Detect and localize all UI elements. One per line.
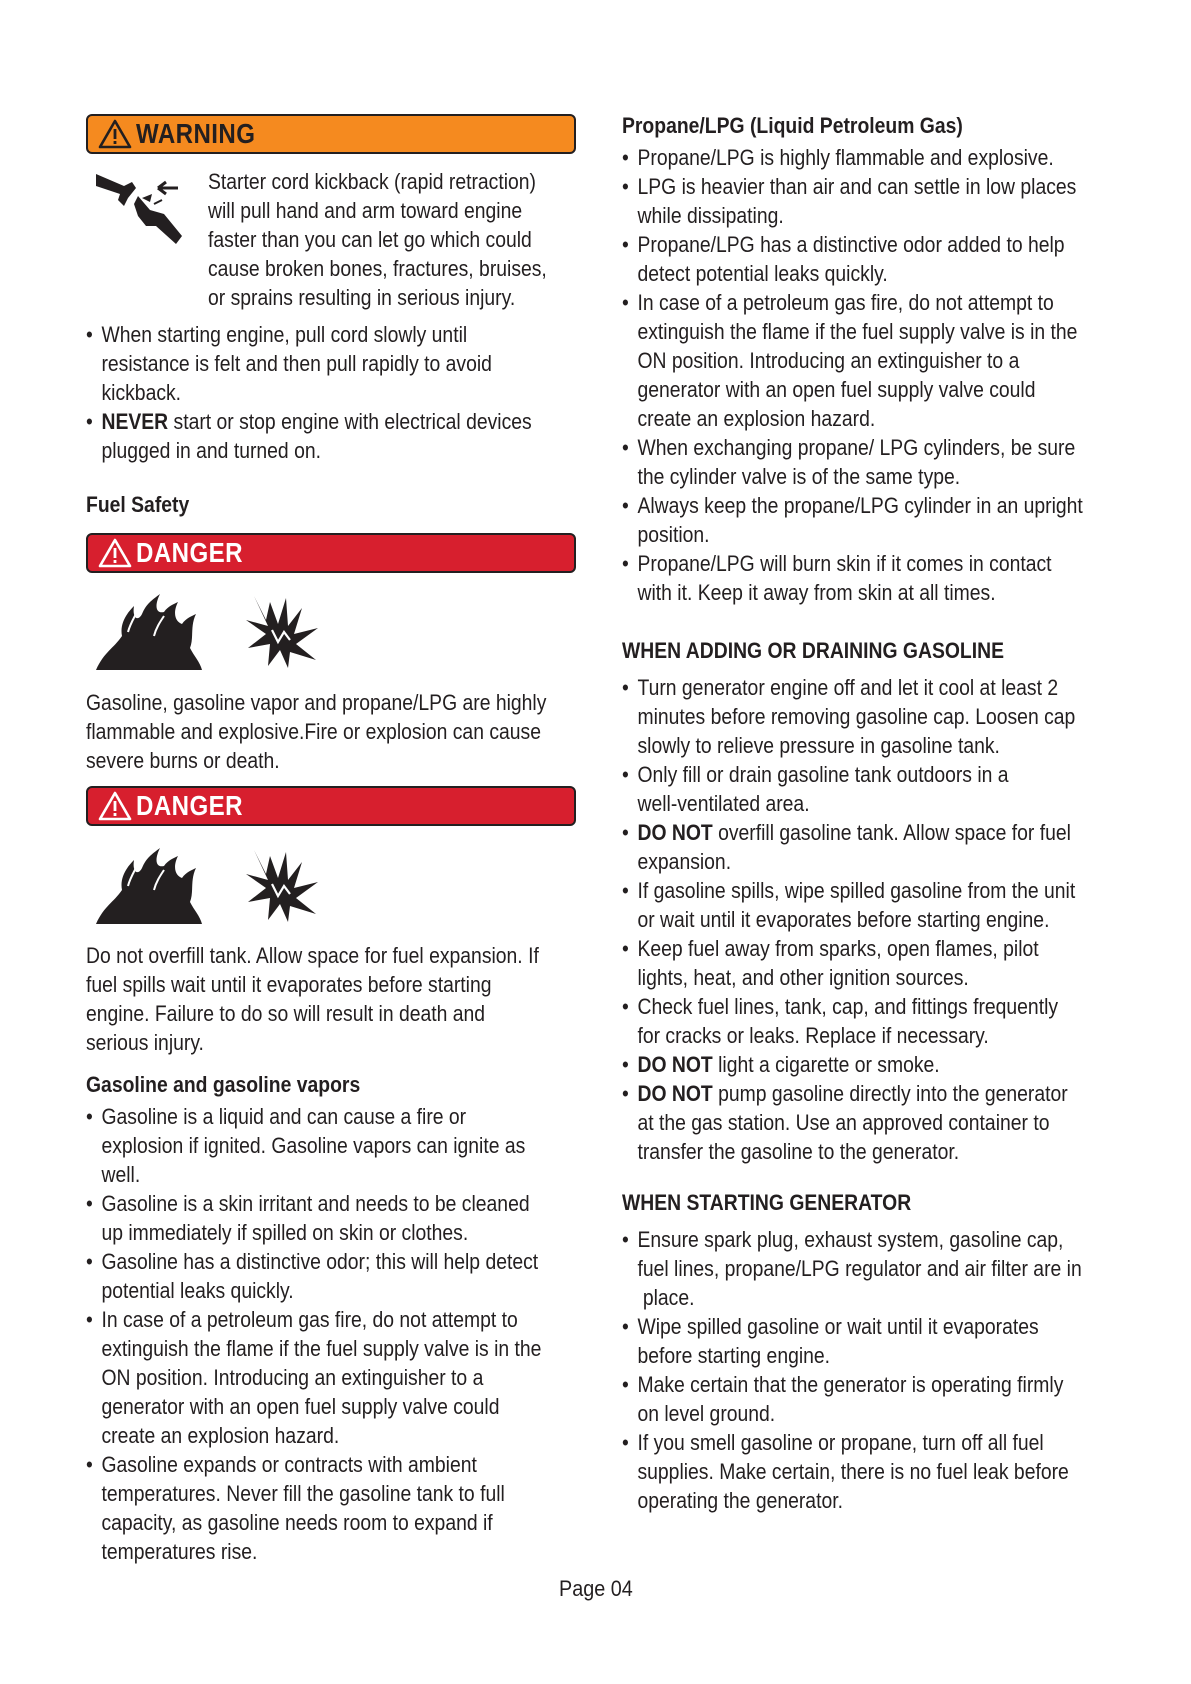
text-line: potential leaks quickly. [101, 1278, 294, 1303]
text-line: flammable and explosive.Fire or explosion can cause [86, 719, 541, 744]
text-line: • Propane/LPG is highly flammable and explosive. [637, 145, 1054, 170]
kickback-hand-icon [94, 168, 190, 254]
list-item [622, 1428, 1121, 1515]
text-line: severe burns or death. [86, 748, 280, 773]
text-line: the cylinder valve is of the same type. [637, 464, 961, 489]
text-line: while dissipating. [637, 203, 784, 228]
list-item [622, 992, 1121, 1050]
text-line: • Propane/LPG has a distinctive odor added to help [637, 232, 1065, 257]
danger-label: DANGER [136, 537, 243, 568]
emphasis: NEVER [101, 409, 169, 434]
emphasis: DO NOT [637, 1081, 713, 1106]
text-line: • Check fuel lines, tank, cap, and fittings frequently [637, 994, 1059, 1019]
danger-banner-1 [86, 533, 576, 573]
text-line: • Only fill or drain gasoline tank outdoors in a [637, 762, 1009, 787]
text-line: Do not overfill tank. Allow space for fuel expansion. If [86, 943, 539, 968]
text-line: on level ground. [637, 1401, 776, 1426]
text-line: light a cigarette or smoke. [712, 1052, 940, 1077]
gasoline-heading: Gasoline and gasoline vapors [86, 1072, 361, 1097]
alert-triangle-icon [98, 538, 132, 568]
list-item [622, 1079, 1121, 1166]
danger-1-text [86, 688, 579, 775]
danger-2-text [86, 941, 579, 1057]
list-item [622, 549, 1121, 607]
list-item [622, 1370, 1121, 1428]
text-line: capacity, as gasoline needs room to expand if [101, 1510, 493, 1535]
list-item [622, 818, 1121, 876]
text-line: • Ensure spark plug, exhaust system, gasoline cap, [637, 1227, 1064, 1252]
text-line: faster than you can let go which could [208, 227, 532, 252]
explosion-icon [244, 848, 324, 924]
text-line: • In case of a petroleum gas fire, do not attempt to [101, 1307, 518, 1332]
text-line: Starter cord kickback (rapid retraction) [208, 169, 536, 194]
propane-heading: Propane/LPG (Liquid Petroleum Gas) [622, 113, 963, 138]
text-line: • LPG is heavier than air and can settle in low places [637, 174, 1077, 199]
page-number: Page 04 [558, 1576, 633, 1601]
page-footer [0, 1576, 1191, 1602]
list-item [86, 320, 579, 407]
text-line: • Gasoline has a distinctive odor; this will help detect [101, 1249, 539, 1274]
text-line: expansion. [637, 849, 732, 874]
text-line: generator with an open fuel supply valve could [101, 1394, 500, 1419]
warning-bullet-list [86, 320, 579, 465]
list-item [622, 1225, 1121, 1312]
danger-banner-2 [86, 786, 576, 826]
text-line: • Wipe spilled gasoline or wait until it evaporates [637, 1314, 1039, 1339]
text-line: well-ventilated area. [637, 791, 810, 816]
adding-draining-heading: WHEN ADDING OR DRAINING GASOLINE [622, 638, 1004, 663]
text-line: with it. Keep it away from skin at all times. [637, 580, 996, 605]
list-item [622, 1050, 1121, 1079]
warning-label: WARNING [136, 118, 256, 149]
list-item [622, 288, 1121, 433]
text-line: at the gas station. Use an approved container to [637, 1110, 1050, 1135]
list-item [622, 760, 1121, 818]
emphasis: DO NOT [637, 1052, 713, 1077]
list-item [622, 143, 1121, 172]
text-line: ON position. Introducing an extinguisher to a [637, 348, 1020, 373]
text-line: place. [637, 1285, 695, 1310]
text-line: well. [101, 1162, 141, 1187]
text-line: up immediately if spilled on skin or clothes. [101, 1220, 469, 1245]
text-line: will pull hand and arm toward engine [208, 198, 523, 223]
text-line: engine. Failure to do so will result in death and [86, 1001, 486, 1026]
text-line: temperatures. Never fill the gasoline tank to full [101, 1481, 505, 1506]
text-line: • Gasoline is a liquid and can cause a fire or [101, 1104, 467, 1129]
text-line: • Always keep the propane/LPG cylinder in an upright [637, 493, 1083, 518]
text-line: pump gasoline directly into the generator [712, 1081, 1068, 1106]
text-line: generator with an open fuel supply valve could [637, 377, 1036, 402]
text-line: kickback. [101, 380, 182, 405]
text-line: • Propane/LPG will burn skin if it comes in contact [637, 551, 1052, 576]
text-line: transfer the gasoline to the generator. [637, 1139, 960, 1164]
text-line: fuel spills wait until it evaporates before starting [86, 972, 492, 997]
list-item [622, 934, 1121, 992]
list-item [622, 433, 1121, 491]
text-line: • When exchanging propane/ LPG cylinders, be sure [637, 435, 1076, 460]
emphasis: DO NOT [637, 820, 713, 845]
text-line: operating the generator. [637, 1488, 843, 1513]
propane-bullet-list [622, 143, 1121, 607]
text-line: create an explosion hazard. [637, 406, 876, 431]
text-line: fuel lines, propane/LPG regulator and air filter are in [637, 1256, 1082, 1281]
adding-draining-bullet-list [622, 673, 1121, 1166]
starting-heading: WHEN STARTING GENERATOR [622, 1190, 912, 1215]
fire-icon [94, 846, 204, 926]
text-line: Gasoline, gasoline vapor and propane/LPG are highly [86, 690, 547, 715]
list-item [86, 1247, 579, 1305]
text-line: • Keep fuel away from sparks, open flames, pilot [637, 936, 1039, 961]
alert-triangle-icon [98, 119, 132, 149]
list-item [622, 876, 1121, 934]
list-item [86, 1305, 579, 1450]
text-line: ON position. Introducing an extinguisher to a [101, 1365, 484, 1390]
text-line: extinguish the flame if the fuel supply valve is in the [637, 319, 1078, 344]
text-line: for cracks or leaks. Replace if necessary. [637, 1023, 989, 1048]
text-line: extinguish the flame if the fuel supply valve is in the [101, 1336, 542, 1361]
text-line: resistance is felt and then pull rapidly to avoid [101, 351, 492, 376]
text-line: serious injury. [86, 1030, 204, 1055]
text-line: • Turn generator engine off and let it cool at least 2 [637, 675, 1059, 700]
starting-bullet-list [622, 1225, 1121, 1515]
text-line: • Make certain that the generator is operating firmly [637, 1372, 1064, 1397]
text-line: create an explosion hazard. [101, 1423, 340, 1448]
gasoline-bullet-list [86, 1102, 579, 1566]
text-line: position. [637, 522, 710, 547]
text-line: plugged in and turned on. [101, 438, 321, 463]
text-line: supplies. Make certain, there is no fuel leak before [637, 1459, 1069, 1484]
list-item [86, 1189, 579, 1247]
fuel-safety-heading: Fuel Safety [86, 492, 190, 517]
warning-banner [86, 114, 576, 154]
text-line: start or stop engine with electrical devices [168, 409, 532, 434]
text-line: • If you smell gasoline or propane, turn off all fuel [637, 1430, 1044, 1455]
text-line: temperatures rise. [101, 1539, 258, 1564]
text-line: detect potential leaks quickly. [637, 261, 888, 286]
text-line: slowly to relieve pressure in gasoline tank. [637, 733, 1000, 758]
text-line: or wait until it evaporates before starting engine. [637, 907, 1050, 932]
text-line: explosion if ignited. Gasoline vapors can ignite as [101, 1133, 526, 1158]
text-line: • Gasoline is a skin irritant and needs to be cleaned [101, 1191, 530, 1216]
list-item [622, 673, 1121, 760]
text-line: before starting engine. [637, 1343, 831, 1368]
list-item [622, 1312, 1121, 1370]
text-line: • When starting engine, pull cord slowly until [101, 322, 468, 347]
text-line: • In case of a petroleum gas fire, do not attempt to [637, 290, 1054, 315]
text-line: lights, heat, and other ignition sources. [637, 965, 969, 990]
text-line: overfill gasoline tank. Allow space for fuel [712, 820, 1071, 845]
fire-icon [94, 592, 204, 672]
warning-text [208, 167, 569, 312]
list-item [86, 407, 579, 465]
list-item [622, 230, 1121, 288]
text-line: minutes before removing gasoline cap. Loosen cap [637, 704, 1076, 729]
text-line: cause broken bones, fractures, bruises, [208, 256, 547, 281]
list-item [86, 1102, 579, 1189]
text-line: • If gasoline spills, wipe spilled gasoline from the unit [637, 878, 1076, 903]
text-line: or sprains resulting in serious injury. [208, 285, 516, 310]
list-item [622, 491, 1121, 549]
list-item [622, 172, 1121, 230]
list-item [86, 1450, 579, 1566]
danger-label: DANGER [136, 790, 243, 821]
text-line: • Gasoline expands or contracts with ambient [101, 1452, 477, 1477]
explosion-icon [244, 594, 324, 670]
alert-triangle-icon [98, 791, 132, 821]
